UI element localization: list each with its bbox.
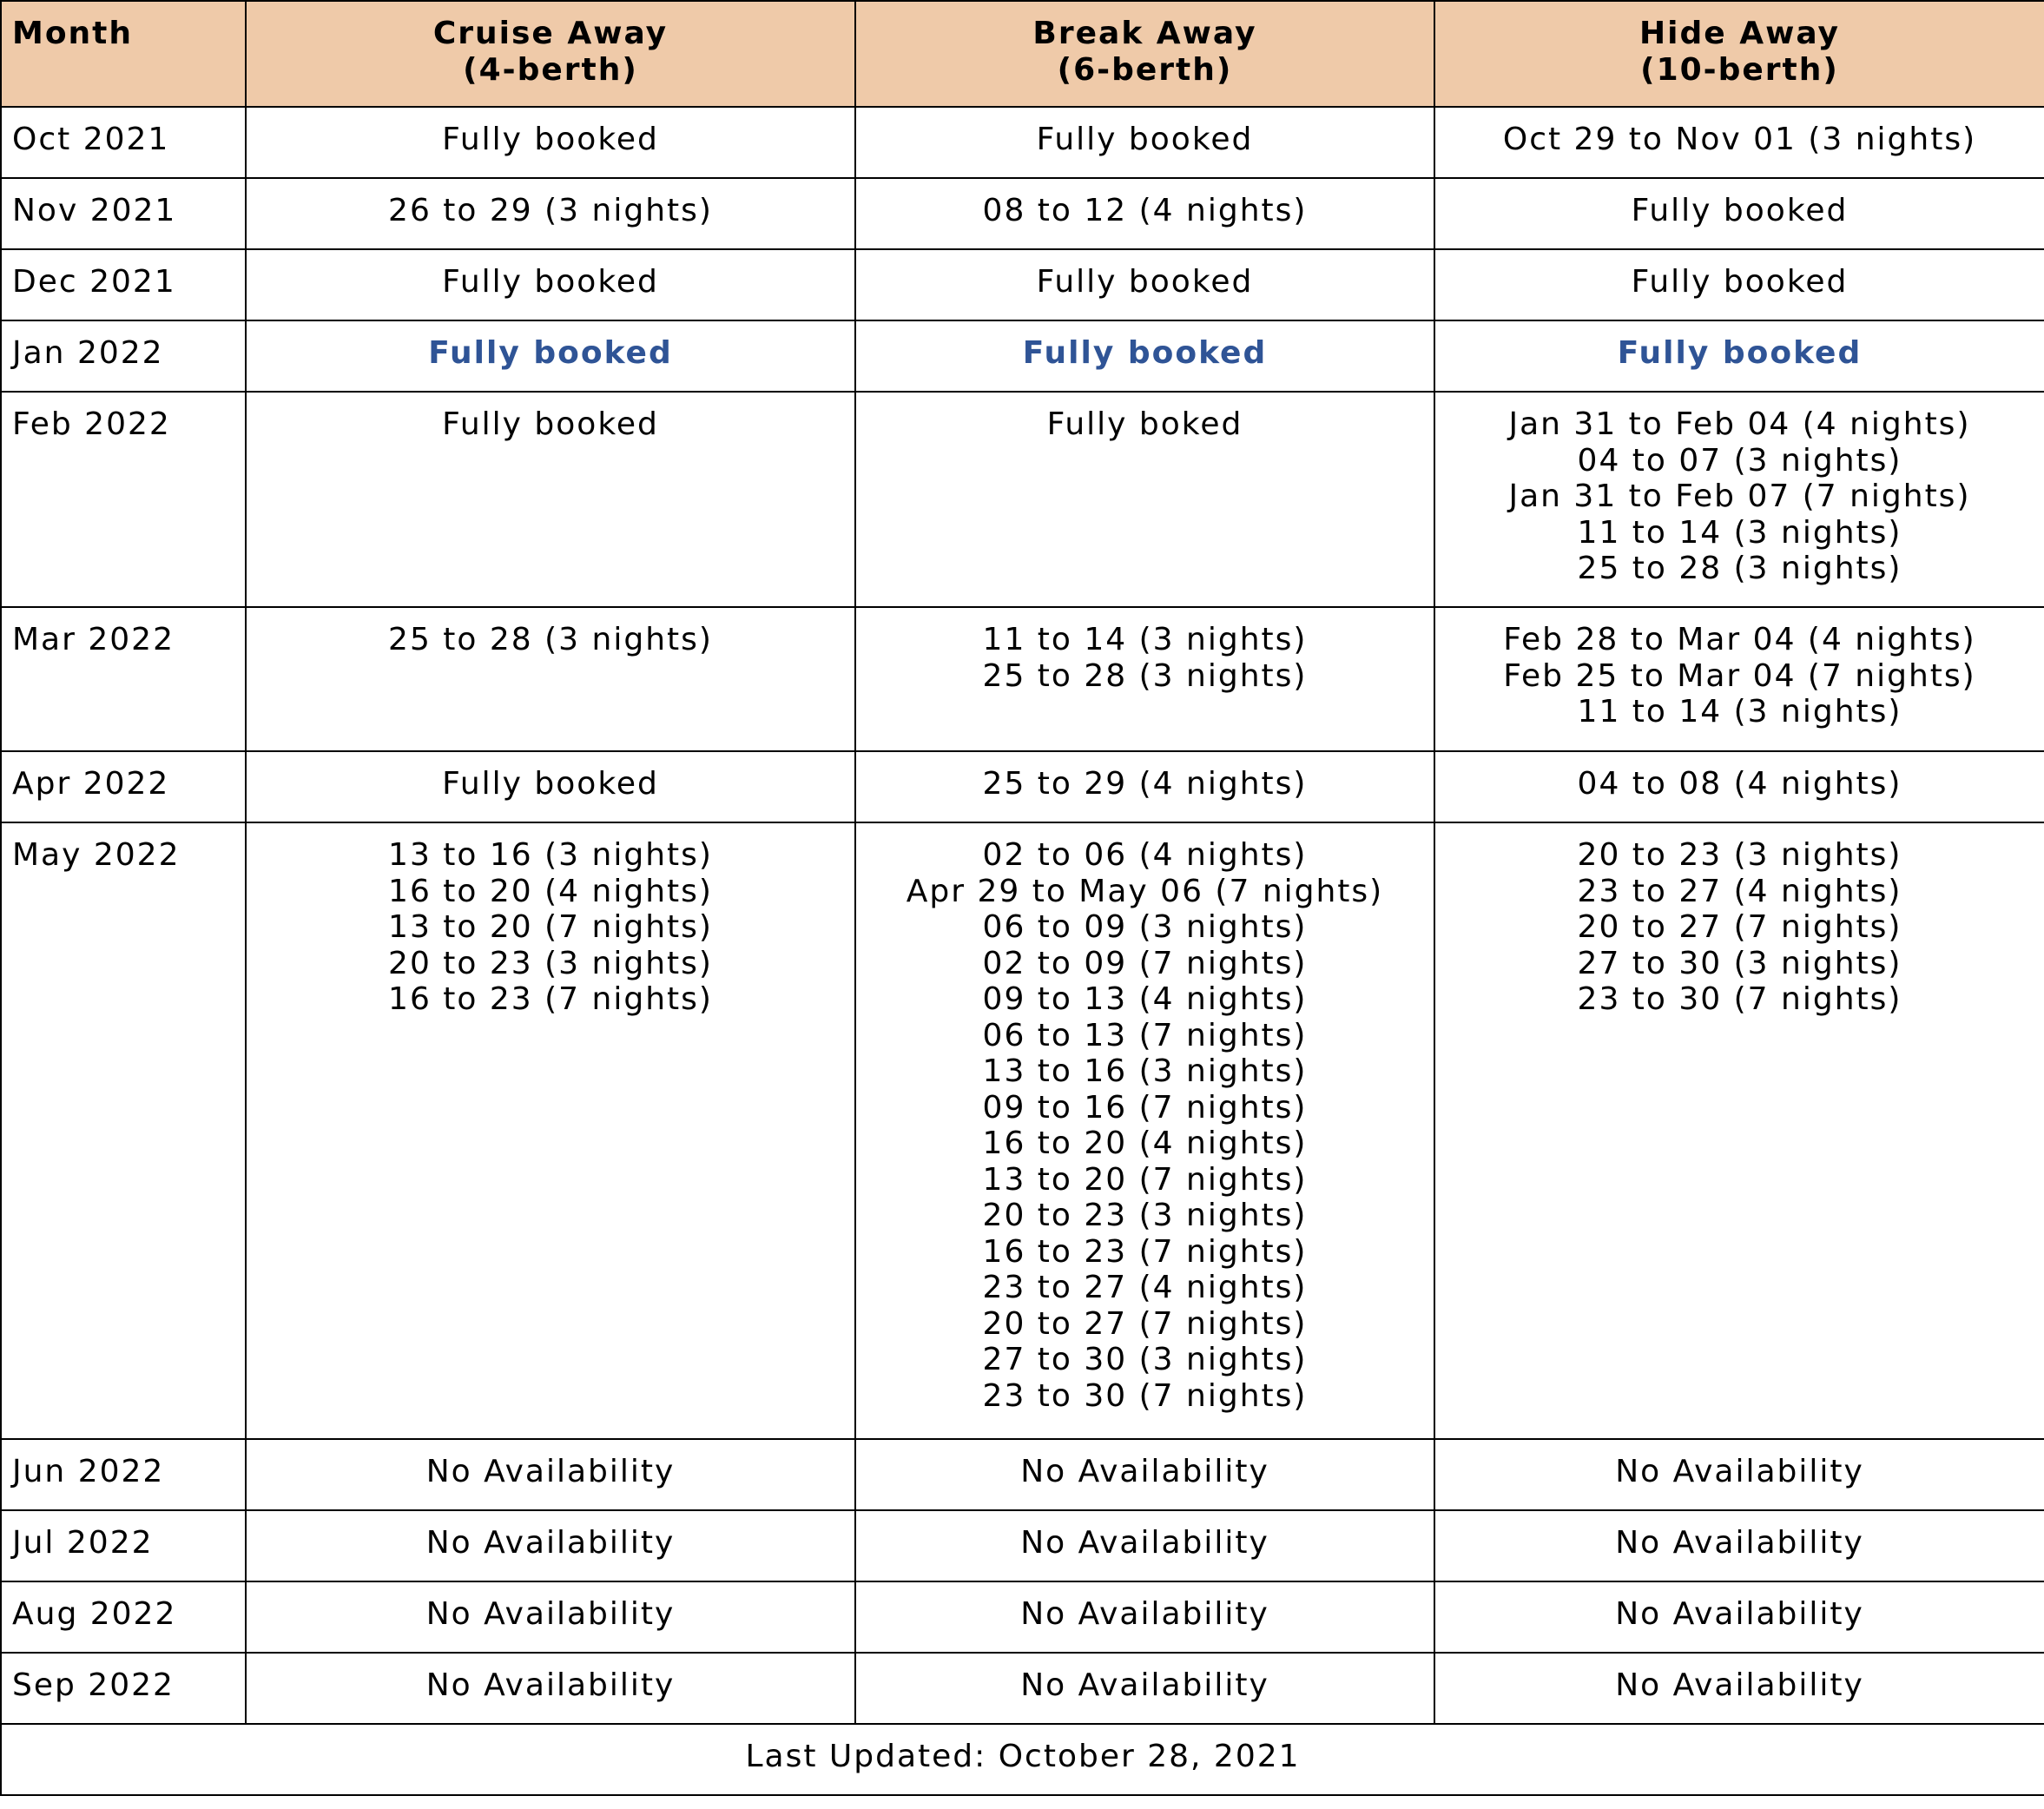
availability-entry: 09 to 13 (4 nights) [982, 981, 1308, 1017]
availability-entry: Feb 28 to Mar 04 (4 nights) [1503, 622, 1976, 657]
availability-entry: 13 to 16 (3 nights) [388, 837, 713, 873]
availability-cell-hide-away [1434, 607, 2044, 751]
availability-entry: 16 to 20 (4 nights) [388, 873, 713, 909]
availability-entry: Apr 29 to May 06 (7 nights) [906, 873, 1384, 909]
month-cell: Feb 2022 [1, 392, 246, 607]
header-month-label: Month [12, 16, 134, 51]
availability-entry: 11 to 14 (3 nights) [1577, 694, 1902, 730]
table-row [1, 822, 2044, 1439]
availability-entry: No Availability [425, 1525, 676, 1561]
availability-entry: 11 to 14 (3 nights) [982, 622, 1308, 657]
availability-cell-break-away [855, 178, 1434, 249]
availability-entry: Oct 29 to Nov 01 (3 nights) [1502, 122, 1977, 157]
table-row [1, 751, 2044, 822]
month-cell: Mar 2022 [1, 607, 246, 751]
availability-entry: 20 to 23 (3 nights) [388, 945, 713, 981]
availability-entry: Fully booked [1631, 193, 1849, 228]
header-hide-away-berth: (10-berth) [1640, 51, 1839, 88]
table-body [1, 107, 2044, 1724]
month-cell: Oct 2021 [1, 107, 246, 178]
header-break-away-name: Break Away [1032, 16, 1257, 51]
header-month [1, 1, 246, 107]
availability-entry: No Availability [1615, 1667, 1864, 1703]
availability-cell-break-away [855, 249, 1434, 320]
availability-cell-break-away [855, 392, 1434, 607]
table-row [1, 1653, 2044, 1724]
availability-entry: 13 to 20 (7 nights) [388, 909, 713, 945]
last-updated: Last Updated: October 28, 2021 [1, 1724, 2044, 1795]
availability-entry: 23 to 30 (7 nights) [982, 1377, 1308, 1414]
availability-entry: 20 to 27 (7 nights) [1577, 909, 1902, 945]
availability-cell-cruise-away [246, 392, 855, 607]
availability-entry: Fully booked [1036, 122, 1254, 157]
availability-entry: 23 to 27 (4 nights) [982, 1270, 1308, 1305]
header-cruise-away [246, 1, 855, 107]
table-row [1, 178, 2044, 249]
availability-cell-hide-away [1434, 1653, 2044, 1724]
availability-entry: 02 to 06 (4 nights) [982, 837, 1308, 873]
month-cell: Dec 2021 [1, 249, 246, 320]
availability-cell-cruise-away [246, 107, 855, 178]
header-cruise-away-name: Cruise Away [432, 16, 669, 51]
availability-entry: 16 to 23 (7 nights) [388, 981, 713, 1017]
table-row [1, 320, 2044, 392]
availability-entry: No Availability [1615, 1596, 1864, 1632]
availability-cell-hide-away [1434, 1581, 2044, 1653]
availability-entry: 13 to 20 (7 nights) [982, 1161, 1308, 1198]
availability-entry: 20 to 27 (7 nights) [982, 1305, 1308, 1342]
availability-entry: Feb 25 to Mar 04 (7 nights) [1503, 657, 1976, 694]
availability-entry: Fully booked [428, 335, 673, 371]
availability-entry: 04 to 07 (3 nights) [1577, 442, 1902, 479]
availability-cell-cruise-away [246, 249, 855, 320]
availability-entry: No Availability [1020, 1454, 1269, 1489]
availability-entry: Fully booked [1022, 335, 1268, 371]
table-row [1, 1439, 2044, 1510]
availability-entry: 25 to 29 (4 nights) [982, 766, 1308, 802]
availability-cell-break-away [855, 1653, 1434, 1724]
table-row [1, 249, 2044, 320]
month-cell: Sep 2022 [1, 1653, 246, 1724]
availability-cell-hide-away [1434, 249, 2044, 320]
availability-entry: No Availability [1020, 1525, 1269, 1561]
availability-cell-cruise-away [246, 1439, 855, 1510]
availability-entry: 04 to 08 (4 nights) [1577, 766, 1902, 802]
availability-entry: 16 to 20 (4 nights) [982, 1126, 1308, 1161]
availability-cell-break-away [855, 1510, 1434, 1581]
availability-entry: 25 to 28 (3 nights) [982, 657, 1308, 694]
availability-cell-break-away [855, 1581, 1434, 1653]
header-break-away [855, 1, 1434, 107]
availability-entry: Jan 31 to Feb 04 (4 nights) [1508, 406, 1971, 442]
table-row [1, 607, 2044, 751]
availability-entry: 11 to 14 (3 nights) [1577, 514, 1902, 551]
availability-entry: 23 to 27 (4 nights) [1577, 873, 1902, 909]
availability-cell-hide-away [1434, 392, 2044, 607]
header-cruise-away-berth: (4-berth) [463, 51, 638, 88]
month-cell: Nov 2021 [1, 178, 246, 249]
header-row [1, 1, 2044, 107]
availability-entry: Fully booked [1631, 264, 1849, 300]
month-cell: Jul 2022 [1, 1510, 246, 1581]
availability-entry: No Availability [1020, 1596, 1269, 1632]
footer-row [1, 1724, 2044, 1795]
availability-entry: Fully boked [1046, 406, 1243, 442]
availability-cell-hide-away [1434, 822, 2044, 1439]
availability-entry: No Availability [1020, 1667, 1269, 1703]
availability-cell-break-away [855, 822, 1434, 1439]
availability-cell-cruise-away [246, 607, 855, 751]
availability-cell-break-away [855, 1439, 1434, 1510]
availability-entry: 23 to 30 (7 nights) [1577, 981, 1902, 1017]
availability-cell-cruise-away [246, 1510, 855, 1581]
availability-entry: 06 to 13 (7 nights) [982, 1017, 1308, 1053]
availability-entry: 13 to 16 (3 nights) [982, 1053, 1308, 1089]
month-cell: Aug 2022 [1, 1581, 246, 1653]
availability-cell-cruise-away [246, 320, 855, 392]
month-cell: Jun 2022 [1, 1439, 246, 1510]
availability-entry: 26 to 29 (3 nights) [388, 193, 713, 228]
table-row [1, 1510, 2044, 1581]
availability-cell-break-away [855, 320, 1434, 392]
header-hide-away-name: Hide Away [1639, 16, 1840, 51]
availability-cell-break-away [855, 607, 1434, 751]
availability-entry: 09 to 16 (7 nights) [982, 1089, 1308, 1126]
availability-entry: Fully booked [1617, 335, 1863, 371]
availability-entry: No Availability [425, 1596, 676, 1632]
availability-entry: Fully booked [442, 122, 659, 157]
availability-cell-break-away [855, 107, 1434, 178]
availability-entry: Jan 31 to Feb 07 (7 nights) [1508, 479, 1971, 514]
table-row [1, 107, 2044, 178]
availability-entry: Fully booked [442, 406, 659, 442]
availability-entry: No Availability [1615, 1525, 1864, 1561]
availability-entry: No Availability [1615, 1454, 1864, 1489]
header-break-away-berth: (6-berth) [1057, 51, 1233, 88]
availability-entry: 06 to 09 (3 nights) [982, 909, 1308, 945]
availability-cell-hide-away [1434, 107, 2044, 178]
availability-cell-hide-away [1434, 178, 2044, 249]
availability-cell-break-away [855, 751, 1434, 822]
availability-entry: Fully booked [1036, 264, 1254, 300]
availability-cell-cruise-away [246, 1581, 855, 1653]
availability-entry: 27 to 30 (3 nights) [982, 1342, 1308, 1377]
availability-entry: No Availability [425, 1667, 676, 1703]
availability-entry: No Availability [425, 1454, 676, 1489]
month-cell: Jan 2022 [1, 320, 246, 392]
availability-cell-cruise-away [246, 1653, 855, 1724]
availability-entry: 25 to 28 (3 nights) [1577, 551, 1902, 586]
availability-entry: Fully booked [442, 264, 659, 300]
availability-cell-cruise-away [246, 822, 855, 1439]
availability-cell-cruise-away [246, 751, 855, 822]
availability-cell-hide-away [1434, 751, 2044, 822]
availability-entry: 08 to 12 (4 nights) [982, 193, 1308, 228]
availability-entry: 16 to 23 (7 nights) [982, 1233, 1308, 1270]
availability-cell-cruise-away [246, 178, 855, 249]
availability-entry: 27 to 30 (3 nights) [1577, 945, 1902, 981]
availability-cell-hide-away [1434, 320, 2044, 392]
availability-entry: 20 to 23 (3 nights) [982, 1198, 1308, 1233]
availability-cell-hide-away [1434, 1510, 2044, 1581]
month-cell: Apr 2022 [1, 751, 246, 822]
availability-entry: Fully booked [442, 766, 659, 802]
availability-cell-hide-away [1434, 1439, 2044, 1510]
availability-entry: 25 to 28 (3 nights) [388, 622, 713, 657]
availability-entry: 02 to 09 (7 nights) [982, 945, 1308, 981]
header-hide-away [1434, 1, 2044, 107]
table-row [1, 392, 2044, 607]
month-cell: May 2022 [1, 822, 246, 1439]
availability-entry: 20 to 23 (3 nights) [1577, 837, 1902, 873]
table-row [1, 1581, 2044, 1653]
